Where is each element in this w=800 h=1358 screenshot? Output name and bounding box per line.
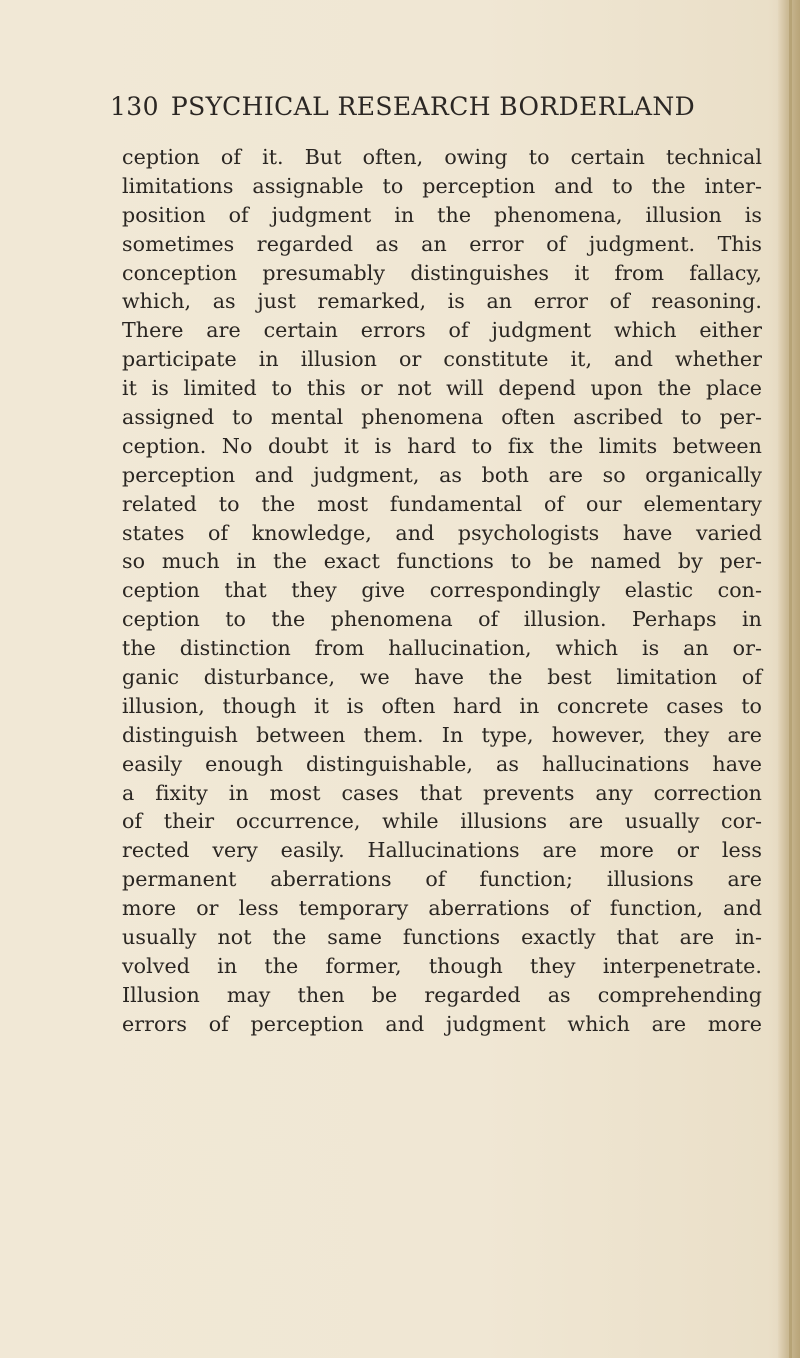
text-line: sometimes regarded as an error of judgment. This bbox=[122, 231, 762, 256]
text-line: ception to the phenomena of illusion. Perhaps in bbox=[122, 607, 762, 632]
text-line: rected very easily. Hallucinations are more or less bbox=[122, 838, 762, 863]
text-line: participate in illusion or constitute it, and whether bbox=[122, 347, 762, 372]
text-line: of their occurrence, while illusions are usually cor- bbox=[122, 809, 762, 834]
text-line: more or less temporary aberrations of function, and bbox=[122, 896, 762, 921]
text-line: Illusion may then be regarded as comprehending bbox=[122, 982, 762, 1007]
text-line: volved in the former, though they interpenetrate. bbox=[122, 953, 762, 978]
text-line: perception and judgment, as both are so organically bbox=[122, 462, 762, 487]
text-line: There are certain errors of judgment which either bbox=[122, 318, 762, 343]
text-line: a fixity in most cases that prevents any correction bbox=[122, 780, 762, 805]
text-line: ception that they give correspondingly elastic con- bbox=[122, 578, 762, 603]
text-line: assigned to mental phenomena often ascribed to per- bbox=[122, 405, 762, 430]
text-line: the distinction from hallucination, which is an or- bbox=[122, 636, 762, 661]
text-line: errors of perception and judgment which are more bbox=[122, 1011, 762, 1036]
page-number: 130 bbox=[110, 92, 159, 121]
text-line: so much in the exact functions to be named by per- bbox=[122, 549, 762, 574]
body-text bbox=[122, 143, 762, 1039]
text-line: easily enough distinguishable, as hallucinations have bbox=[122, 751, 762, 776]
text-line: permanent aberrations of function; illusions are bbox=[122, 867, 762, 892]
text-line: ganic disturbance, we have the best limitation of bbox=[122, 665, 762, 690]
text-line: illusion, though it is often hard in concrete cases to bbox=[122, 693, 762, 718]
text-line: ception. No doubt it is hard to fix the limits between bbox=[122, 433, 762, 458]
text-line: which, as just remarked, is an error of reasoning. bbox=[122, 289, 762, 314]
running-title: PSYCHICAL RESEARCH BORDERLAND bbox=[170, 92, 696, 121]
running-head bbox=[110, 92, 760, 121]
text-line: limitations assignable to perception and to the inter- bbox=[122, 173, 762, 198]
text-line: position of judgment in the phenomena, illusion is bbox=[122, 202, 762, 227]
text-line: states of knowledge, and psychologists have varied bbox=[122, 520, 762, 545]
text-line: conception presumably distinguishes it from fallacy, bbox=[122, 260, 762, 285]
text-line: related to the most fundamental of our elementary bbox=[122, 491, 762, 516]
text-line: it is limited to this or not will depend upon the place bbox=[122, 376, 762, 401]
text-line: usually not the same functions exactly that are in- bbox=[122, 925, 762, 950]
text-line: distinguish between them. In type, however, they are bbox=[122, 722, 762, 747]
gutter-shadow bbox=[789, 0, 792, 1358]
text-line: ception of it. But often, owing to certain technical bbox=[122, 145, 762, 169]
